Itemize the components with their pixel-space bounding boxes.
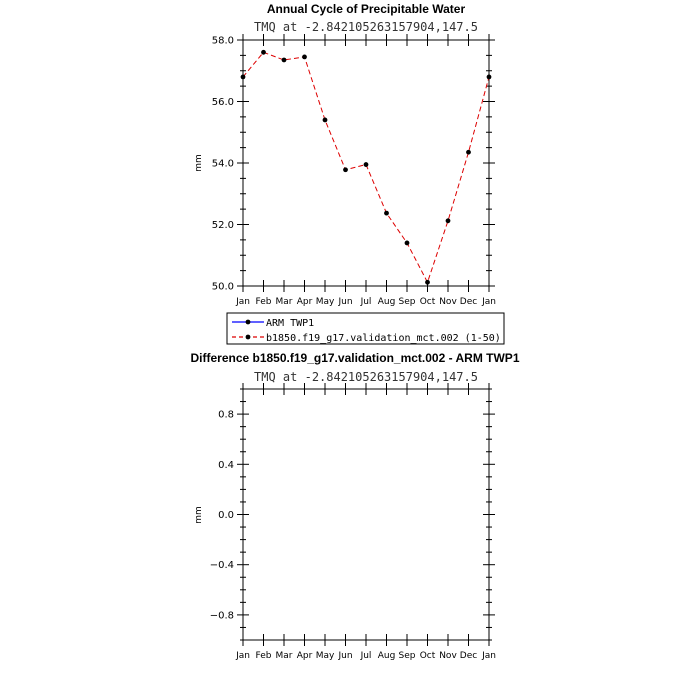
data-point [323, 118, 328, 123]
x-tick-label: Apr [296, 651, 313, 661]
x-tick-label: Nov [439, 651, 457, 661]
x-tick-label: Jul [360, 651, 372, 661]
y-tick-label: 0.0 [218, 510, 234, 521]
data-point [425, 280, 430, 285]
chart-subtitle: TMQ at -2.842105263157904,147.5 [254, 370, 478, 384]
x-tick-label: Apr [296, 297, 313, 307]
x-tick-label: Oct [419, 651, 436, 661]
series-line [243, 52, 489, 282]
y-axis-label: mm [194, 506, 204, 524]
x-tick-label: Aug [377, 297, 396, 307]
data-point [241, 75, 246, 80]
x-tick-label: Nov [439, 297, 457, 307]
data-point [364, 162, 369, 167]
chart-subtitle: TMQ at -2.842105263157904,147.5 [254, 20, 478, 34]
data-point [405, 241, 410, 246]
x-tick-label: Jan [482, 651, 496, 661]
x-tick-label: Dec [459, 651, 478, 661]
x-tick-label: Dec [459, 297, 478, 307]
annual-cycle-chart [194, 2, 504, 344]
y-tick-label: −0.4 [209, 560, 234, 572]
data-point [261, 50, 266, 55]
x-tick-label: Oct [419, 297, 436, 307]
x-tick-label: Aug [377, 651, 396, 661]
data-point [384, 211, 389, 216]
plot-frame [243, 389, 489, 640]
legend-label-arm: ARM TWP1 [266, 318, 315, 329]
legend-marker-arm [246, 320, 251, 325]
x-tick-label: Mar [275, 651, 293, 661]
y-tick-label: −0.8 [209, 610, 234, 622]
legend-marker-model [246, 335, 251, 340]
x-tick-label: Jul [360, 297, 372, 307]
y-tick-label: 58.0 [211, 35, 234, 47]
data-point [487, 75, 492, 80]
x-tick-label: Jun [338, 297, 353, 307]
y-tick-label: 56.0 [211, 97, 234, 108]
x-tick-label: Jun [338, 651, 353, 661]
x-tick-label: Jan [236, 297, 250, 307]
x-tick-label: Feb [255, 651, 272, 661]
legend-label-model: b1850.f19_g17.validation_mct.002 (1-50) [266, 333, 501, 344]
y-tick-label: 54.0 [211, 158, 234, 170]
y-axis-label: mm [194, 154, 204, 172]
y-tick-label: 0.8 [218, 409, 234, 421]
x-tick-label: Mar [275, 297, 293, 307]
legend [227, 313, 504, 344]
y-tick-label: 52.0 [211, 220, 234, 231]
data-point [466, 150, 471, 155]
x-tick-label: Jan [236, 651, 250, 661]
x-tick-label: Jan [482, 297, 496, 307]
chart-title: Annual Cycle of Precipitable Water [266, 2, 466, 16]
difference-chart [190, 351, 519, 661]
data-point [302, 55, 307, 60]
x-tick-label: Sep [398, 297, 416, 307]
data-point [446, 218, 451, 223]
data-point [343, 167, 348, 172]
chart-title: Difference b1850.f19_g17.validation_mct.002 - ARM TWP1 [190, 351, 520, 365]
x-tick-label: May [315, 297, 335, 307]
data-point [282, 58, 287, 63]
x-tick-label: Feb [255, 297, 272, 307]
x-tick-label: Sep [398, 651, 416, 661]
y-tick-label: 50.0 [211, 281, 234, 293]
x-tick-label: May [315, 651, 335, 661]
y-tick-label: 0.4 [218, 459, 234, 471]
